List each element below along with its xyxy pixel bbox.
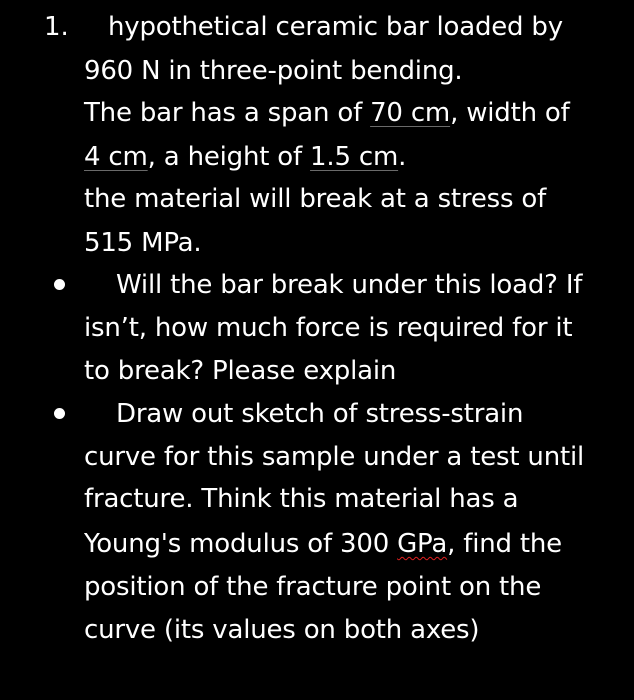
stress-line-2: 515 MPa. — [84, 228, 202, 258]
height-suffix: . — [398, 142, 407, 172]
bullet-1-line-3: to break? Please explain — [84, 356, 397, 386]
question-number: 1. — [44, 12, 69, 42]
height-value: 1.5 cm — [310, 142, 399, 172]
span-value: 70 cm — [370, 98, 451, 128]
modulus-suffix: , find the — [447, 529, 562, 559]
stress-line-1: the material will break at a stress of — [84, 184, 547, 214]
bullet-2-tail-line-1: position of the fracture point on the — [84, 572, 542, 602]
bullet-2-line-1: Draw out sketch of stress-strain — [116, 399, 524, 429]
bullet-2-line-3: fracture. Think this material has a — [84, 484, 519, 514]
bullet-1-line-1: Will the bar break under this load? If — [116, 270, 583, 300]
modulus-line — [84, 527, 562, 561]
intro-line-1: hypothetical ceramic bar loaded by — [108, 12, 563, 42]
bullet-icon — [54, 408, 65, 419]
bullet-1-line-2: isn’t, how much force is required for it — [84, 313, 573, 343]
dimensions-line — [84, 140, 406, 174]
modulus-unit[interactable]: GPa — [397, 529, 448, 559]
span-line — [84, 96, 570, 130]
height-prefix: , a height of — [147, 142, 311, 172]
intro-line-2: 960 N in three-point bending. — [84, 56, 463, 86]
modulus-prefix: Young's modulus of 300 — [84, 529, 398, 559]
bullet-2-line-2: curve for this sample under a test until — [84, 442, 585, 472]
width-prefix: , width of — [450, 98, 570, 128]
span-prefix: The bar has a span of — [84, 98, 371, 128]
width-value: 4 cm — [84, 142, 148, 172]
bullet-icon — [54, 279, 65, 290]
bullet-2-tail-line-2: curve (its values on both axes) — [84, 615, 480, 645]
